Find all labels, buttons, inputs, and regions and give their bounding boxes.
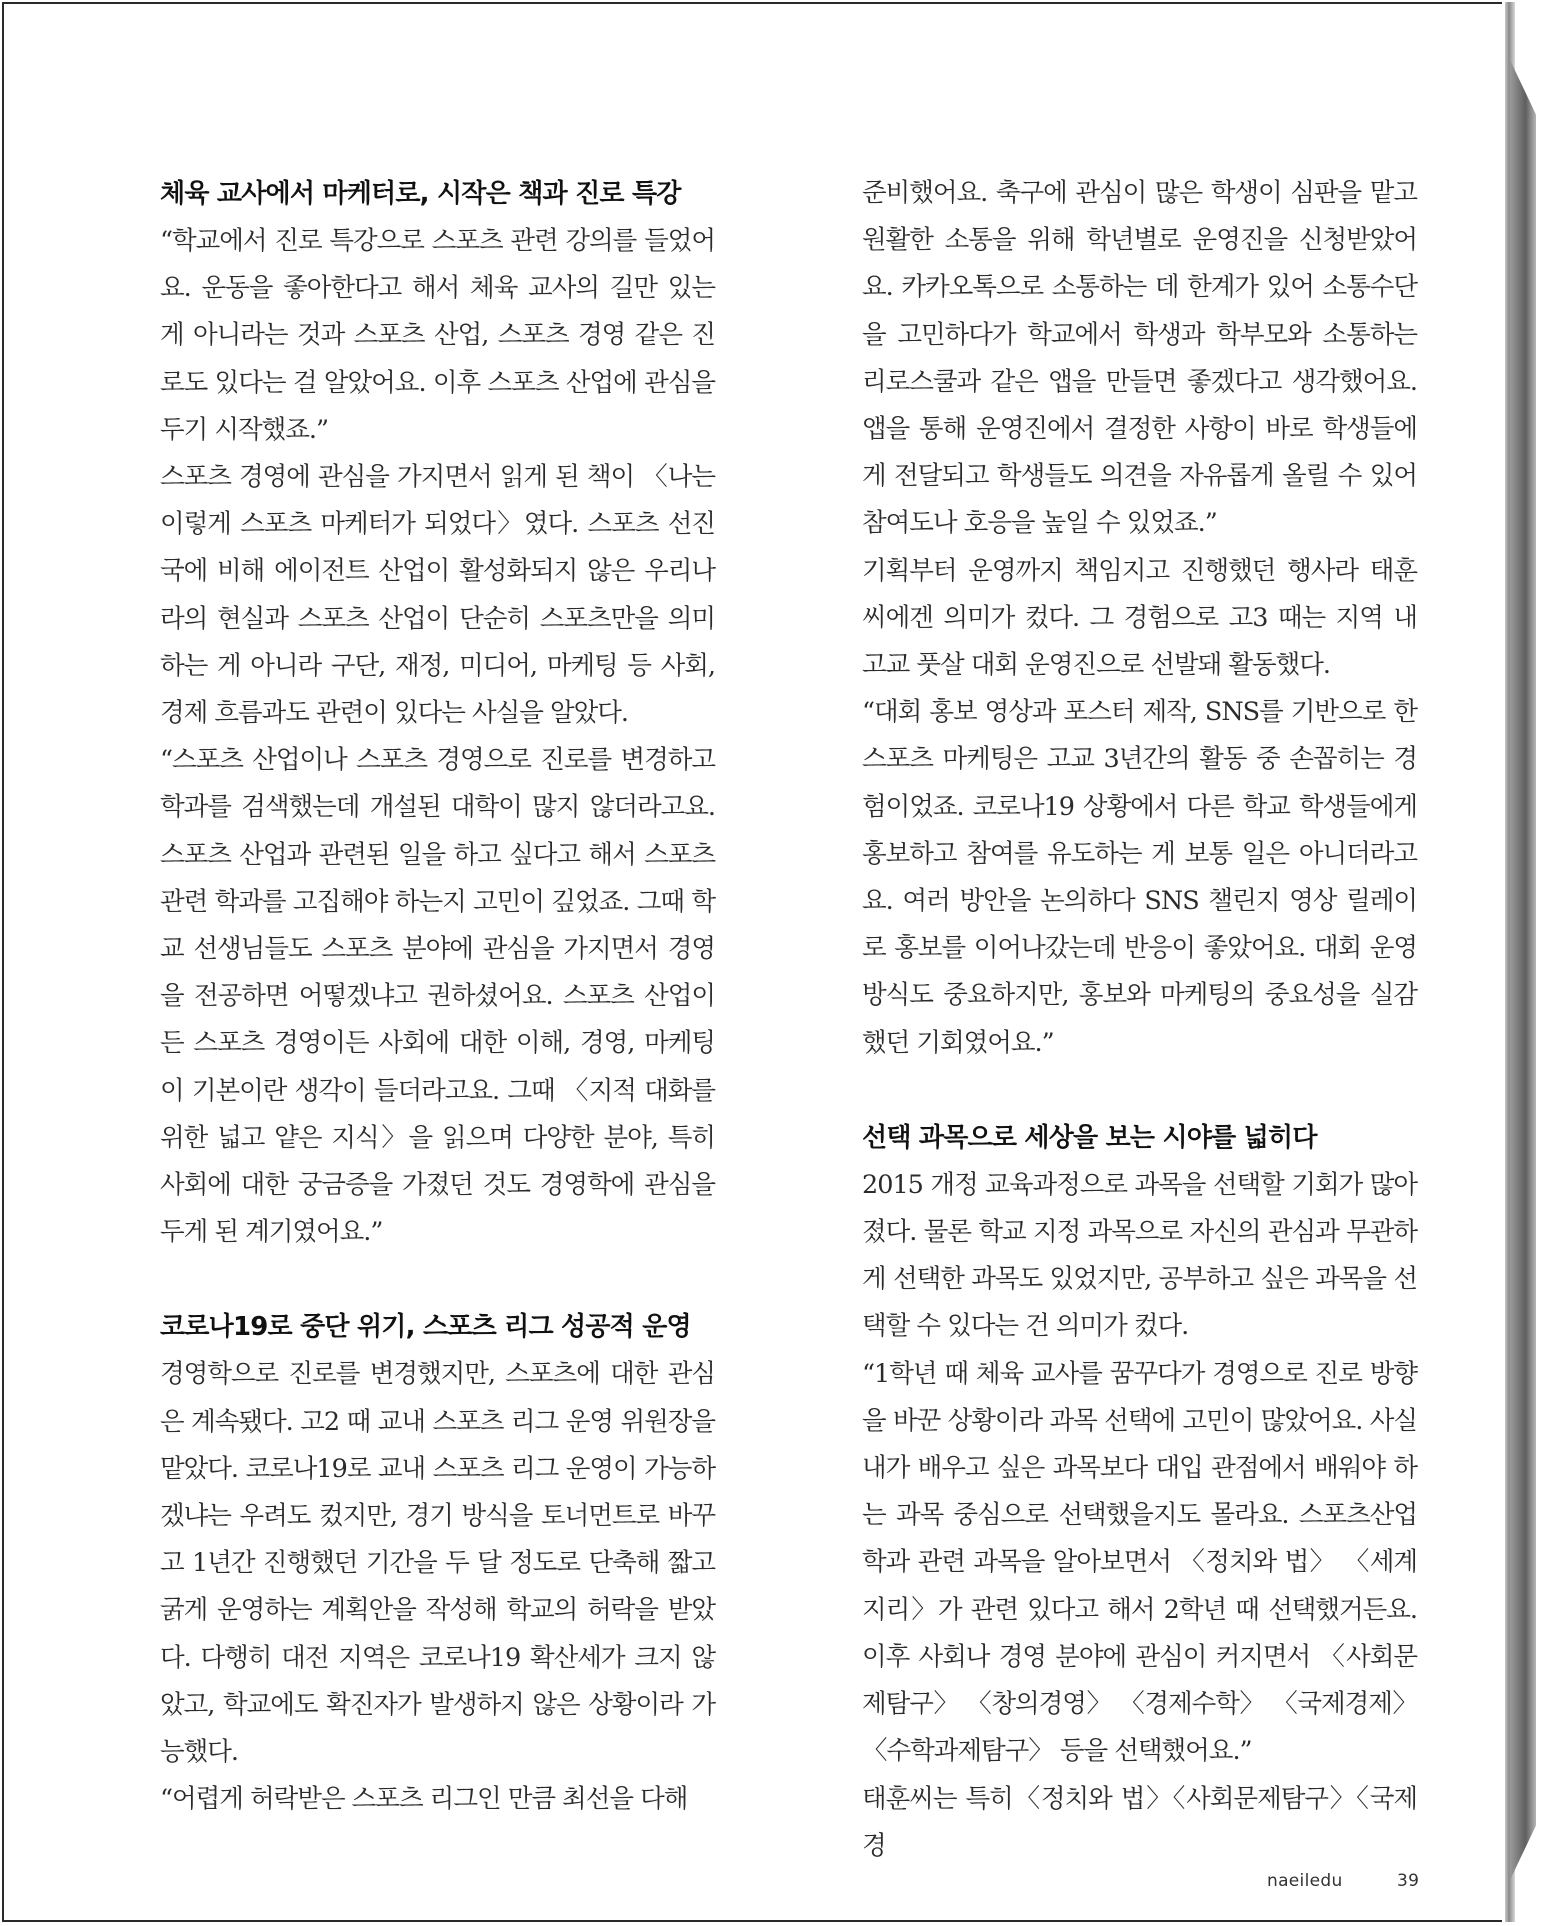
paragraph: “대회 홍보 영상과 포스터 제작, SNS를 기반으로 한 스포츠 마케팅은 고교 3년간의 활동 중 손꼽히는 경험이었죠. 코로나19 상황에서 다른 학교 학생들에게 홍보하고 참여를 유도하는 게 보통 일은 아니더라고요. 여러 방안을 논의하다 SNS 챌린지 영상 릴레이로 홍보를 이어나갔는데 반응이 좋았어요. 대회 운영 방식도 중요하지만, 홍보와 마케팅의 중요성을 실감했던 기회였어요.” xyxy=(862,697,1417,1058)
section-heading: 선택 과목으로 세상을 보는 시야를 넓히다 xyxy=(862,1122,1317,1153)
section-gap xyxy=(862,1067,1417,1114)
paragraph: “어렵게 허락받은 스포츠 리그인 만큼 최선을 다해 xyxy=(160,1784,688,1815)
left-column xyxy=(160,170,715,1824)
paragraph: 준비했어요. 축구에 관심이 많은 학생이 심판을 맡고 원활한 소통을 위해 학년별로 운영진을 신청받았어요. 카카오톡으로 소통하는 데 한계가 있어 소통수단을 고민하다가 학교에서 학생과 학부모와 소통하는 리로스쿨과 같은 앱을 만들면 좋겠다고 생각했어요. 앱을 통해 운영진에서 결정한 사항이 바로 학생들에게 전달되고 학생들도 의견을 자유롭게 올릴 수 있어 참여도나 호응을 높일 수 있었죠.” xyxy=(862,178,1417,539)
page-edge-shadow xyxy=(1510,60,1536,1880)
section-gap xyxy=(160,1256,715,1303)
paragraph: “학교에서 진로 특강으로 스포츠 관련 강의를 들었어요. 운동을 좋아한다고 해서 체육 교사의 길만 있는 게 아니라는 것과 스포츠 산업, 스포츠 경영 같은 진로도 있다는 걸 알았어요. 이후 스포츠 산업에 관심을 두기 시작했죠.” xyxy=(160,226,715,445)
section-heading: 체육 교사에서 마케터로, 시작은 책과 진로 특강 xyxy=(160,179,681,209)
paragraph: 경영학으로 진로를 변경했지만, 스포츠에 대한 관심은 계속됐다. 고2 때 교내 스포츠 리그 운영 위원장을 맡았다. 코로나19로 교내 스포츠 리그 운영이 가능하겠냐는 우려도 컸지만, 경기 방식을 토너먼트로 바꾸고 1년간 진행했던 기간을 두 달 정도로 단축해 짧고 굵게 운영하는 계획안을 작성해 학교의 허락을 받았다. 다행히 대전 지역은 코로나19 확산세가 크지 않았고, 학교에도 확진자가 발생하지 않은 상황이라 가능했다. xyxy=(160,1359,715,1768)
right-column xyxy=(862,170,1417,1870)
paragraph: 스포츠 경영에 관심을 가지면서 읽게 된 책이 〈나는 이렇게 스포츠 마케터가 되었다〉였다. 스포츠 선진국에 비해 에이전트 산업이 활성화되지 않은 우리나라의 현실과 스포츠 산업이 단순히 스포츠만을 의미하는 게 아니라 구단, 재정, 미디어, 마케팅 등 사회, 경제 흐름과도 관련이 있다는 사실을 알았다. xyxy=(160,462,715,729)
footer-brand: naeiledu xyxy=(1267,1871,1343,1891)
section-heading: 코로나19로 중단 위기, 스포츠 리그 성공적 운영 xyxy=(160,1312,691,1343)
paragraph: “스포츠 산업이나 스포츠 경영으로 진로를 변경하고 학과를 검색했는데 개설된 대학이 많지 않더라고요. 스포츠 산업과 관련된 일을 하고 싶다고 해서 스포츠 관련 학과를 고집해야 하는지 고민이 깊었죠. 그때 학교 선생님들도 스포츠 분야에 관심을 가지면서 경영을 전공하면 어떻겠냐고 권하셨어요. 스포츠 산업이든 스포츠 경영이든 사회에 대한 이해, 경영, 마케팅이 기본이란 생각이 들더라고요. 그때 〈지적 대화를 위한 넓고 얕은 지식〉을 읽으며 다양한 분야, 특히 사회에 대한 궁금증을 가졌던 것도 경영학에 관심을 두게 된 계기였어요.” xyxy=(160,745,715,1248)
paragraph: “1학년 때 체육 교사를 꿈꾸다가 경영으로 진로 방향을 바꾼 상황이라 과목 선택에 고민이 많았어요. 사실 내가 배우고 싶은 과목보다 대입 관점에서 배워야 하는 과목 중심으로 선택했을지도 몰라요. 스포츠산업학과 관련 과목을 알아보면서 〈정치와 법〉 〈세계지리〉가 관련 있다고 해서 2학년 때 선택했거든요. 이후 사회나 경영 분야에 관심이 커지면서 〈사회문제탐구〉 〈창의경영〉 〈경제수학〉 〈국제경제〉 〈수학과제탐구〉 등을 선택했어요.” xyxy=(862,1358,1417,1767)
paragraph: 2015 개정 교육과정으로 과목을 선택할 기회가 많아졌다. 물론 학교 지정 과목으로 자신의 관심과 무관하게 선택한 과목도 있었지만, 공부하고 싶은 과목을 선택할 수 있다는 건 의미가 컸다. xyxy=(862,1169,1417,1342)
paragraph: 태훈씨는 특히〈정치와 법〉〈사회문제탐구〉〈국제경 xyxy=(862,1783,1417,1861)
paragraph: 기획부터 운영까지 책임지고 진행했던 행사라 태훈씨에겐 의미가 컸다. 그 경험으로 고3 때는 지역 내 고교 풋살 대회 운영진으로 선발돼 활동했다. xyxy=(862,555,1417,681)
page-number: 39 xyxy=(1397,1871,1420,1891)
